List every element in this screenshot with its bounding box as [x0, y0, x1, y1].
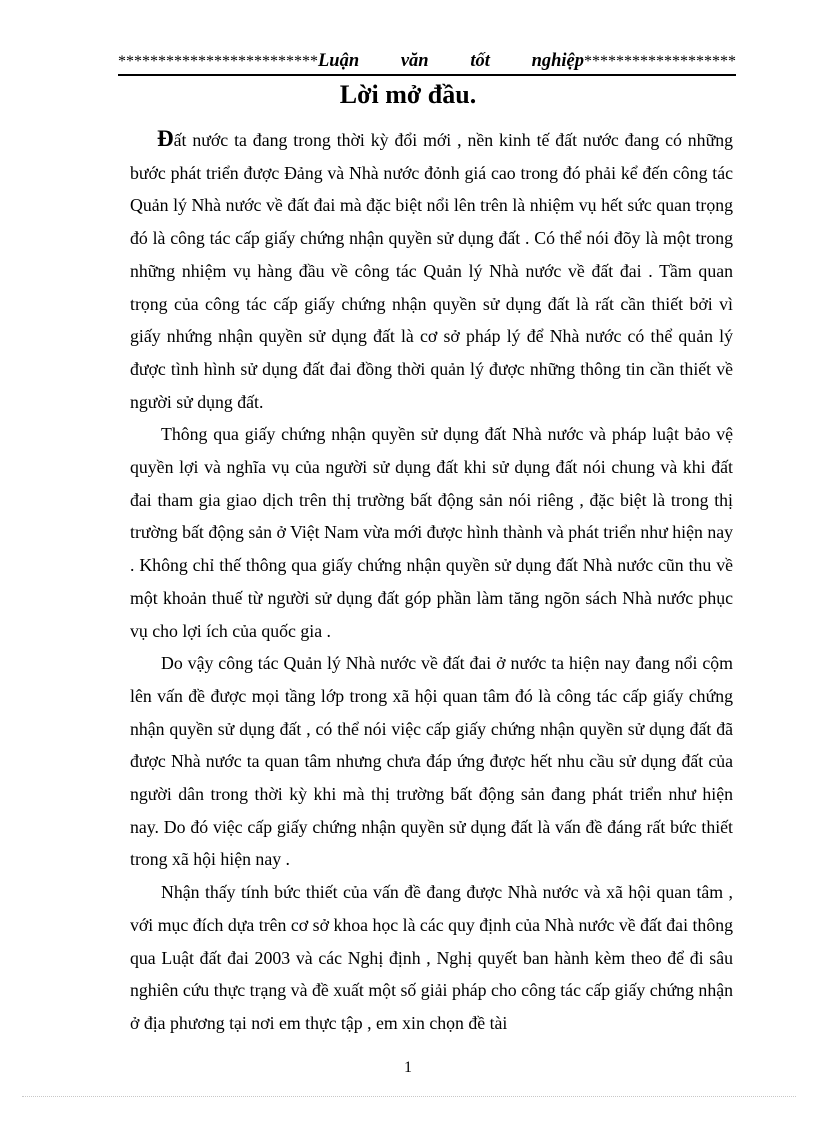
page-number: 1 [404, 1059, 412, 1076]
page-title: Lời mở đầu. [339, 80, 477, 109]
paragraph-1-text: ất nước ta đang trong thời kỳ đổi mới , nền kinh tế đất nước đang có những bước phát triển được Đảng và Nhà nước đỏnh giá cao trong đó phải kể đến công tác Quản lý Nhà nước về đất đai mà đặc biệt nổi lên trên là nhiệm vụ hết sức quan trọng đó là công tác cấp giấy chứng nhận quyền sử dụng đất . Có thể nói đõy là một trong những nhiệm vụ hàng đầu về công tác Quản lý Nhà nước về đất đai . Tầm quan trọng của công tác cấp giấy chứng nhận quyền sử dụng đất là rất cần thiết bởi vì giấy nhứng nhận quyền sử dụng đất là cơ sở pháp lý để Nhà nước có thể quản lý được tình hình sử dụng đất đai đồng thời quản lý được những thông tin cần thiết về người sử dụng đất. [130, 130, 733, 412]
header-title: Luận văn tốt nghiệp [318, 51, 584, 71]
drop-cap: Đ [157, 126, 174, 151]
running-header [118, 49, 736, 76]
footer-divider [22, 1096, 796, 1097]
paragraph-3: Do vậy công tác Quản lý Nhà nước về đất đai ở nước ta hiện nay đang nổi cộm lên vấn đề được mọi tầng lớp trong xã hội quan tâm đó là công tác cấp giấy chứng nhận quyền sử dụng đất , có thể nói việc cấp giấy chứng nhận quyền sử dụng đất đã được Nhà nước ta quan tâm nhưng chưa đáp ứng được hết nhu cầu sử dụng đất của người dân trong thời kỳ khi mà thị trường bất động sản đang phát triển như hiện nay. Do đó việc cấp giấy chứng nhận quyền sử dụng đất là vấn đề đáng rất bức thiết trong xã hội hiện nay . [130, 653, 733, 870]
header-left-stars: ************************* [118, 53, 318, 70]
paragraph-2: Thông qua giấy chứng nhận quyền sử dụng đất Nhà nước và pháp luật bảo vệ quyền lợi và nghĩa vụ của người sử dụng đất khi sử dụng đất nói chung và khi đất đai tham gia giao dịch trên thị trường bất động sản nói riêng , đặc biệt là trong thị trường bất động sản ở Việt Nam vừa mới được hình thành và phát triển như hiện nay . Không chỉ thế thông qua giấy chứng nhận quyền sử dụng đất Nhà nước cũn thu về một khoản thuế từ người sử dụng đất góp phần làm tăng ngõn sách Nhà nước phục vụ cho lợi ích của quốc gia . [130, 424, 733, 641]
header-right-stars: ******************* [584, 53, 736, 70]
paragraph-4: Nhận thấy tính bức thiết của vấn đề đang được Nhà nước và xã hội quan tâm , với mục đích dựa trên cơ sở khoa học là các quy định của Nhà nước về đất đai thông qua Luật đất đai 2003 và các Nghị định , Nghị quyết ban hành kèm theo để đi sâu nghiên cứu thực trạng và đề xuất một số giải pháp cho công tác cấp giấy chứng nhận ở địa phương tại nơi em thực tập , em xin chọn đề tài [130, 882, 733, 1033]
body-text [130, 123, 733, 1040]
paragraph-1 [130, 123, 733, 418]
